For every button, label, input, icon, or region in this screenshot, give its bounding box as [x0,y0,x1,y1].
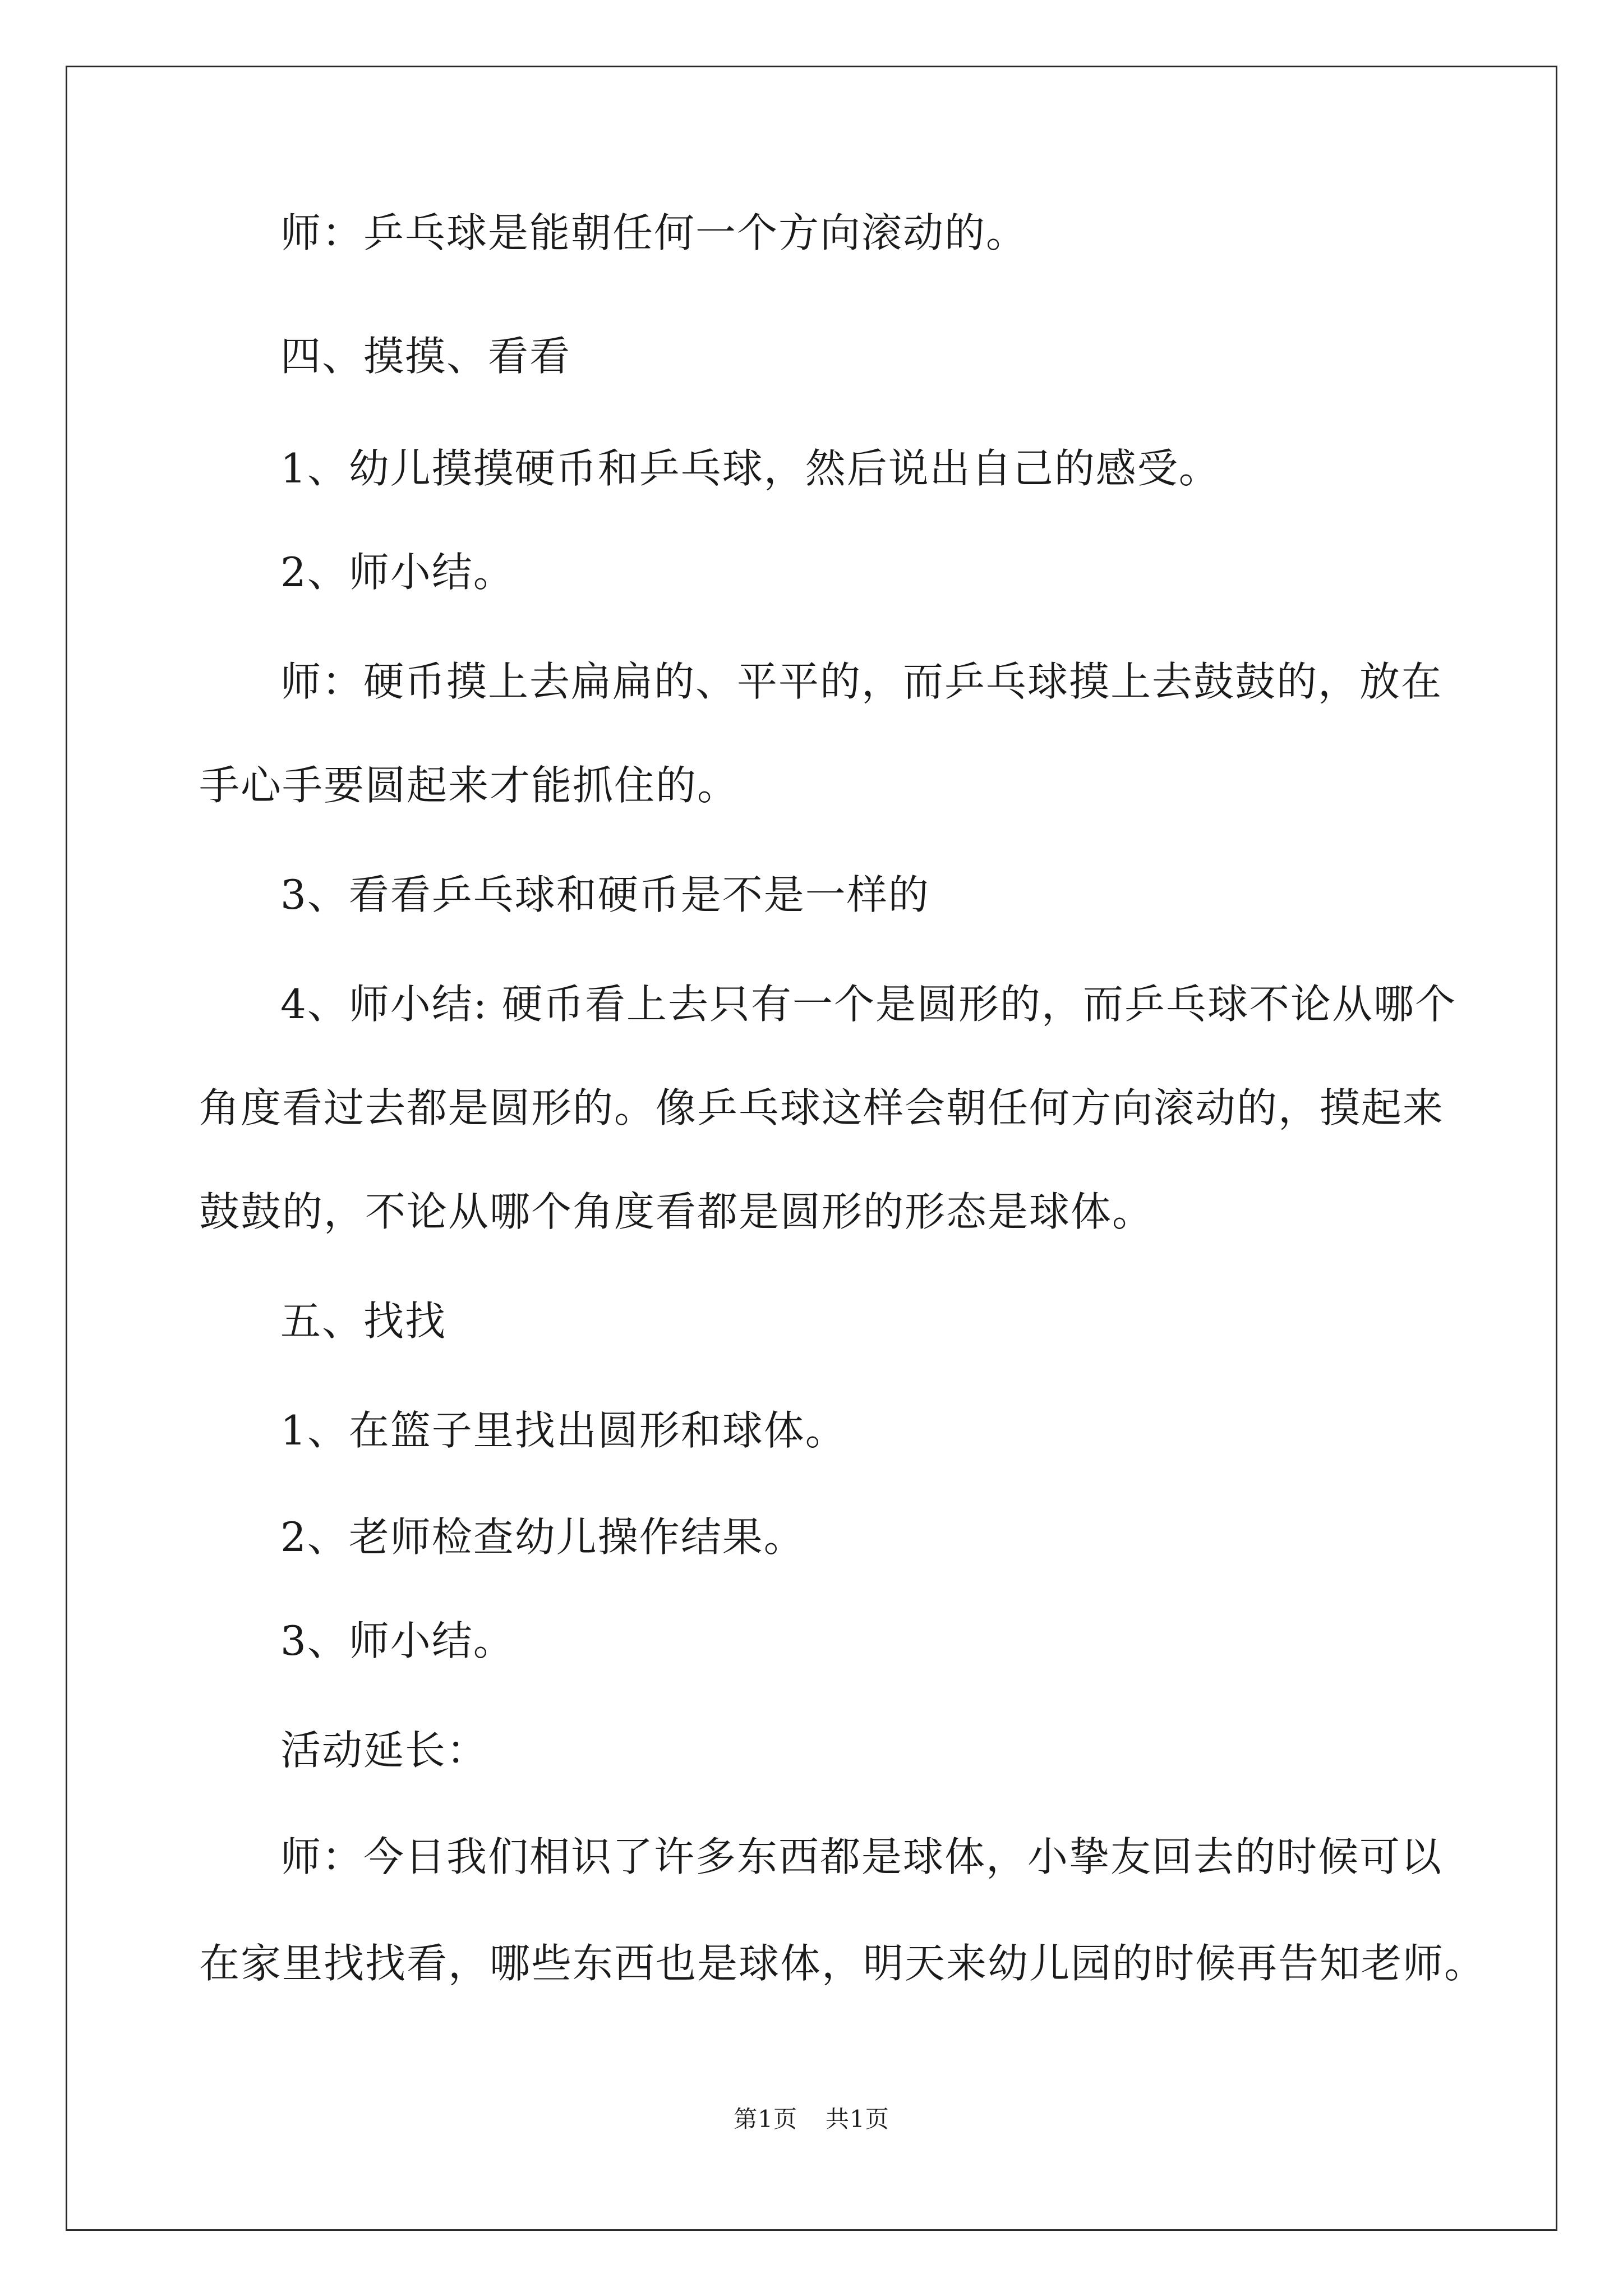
paragraph-line: 手心手要圆起来才能抓住的。 [199,762,739,809]
page-footer [0,2101,1623,2134]
paragraph-line: 活动延长： [280,1727,488,1774]
page-frame [66,66,1557,2231]
paragraph-line: 1、在篮子里找出圆形和球体。 [280,1407,847,1454]
paragraph-line: 鼓鼓的，不论从哪个角度看都是圆形的形态是球体。 [199,1188,1154,1235]
paragraph-line: 3、师小结。 [280,1617,515,1664]
paragraph-line: 2、师小结。 [280,549,515,596]
page-number-current: 第1页 [734,2105,797,2133]
paragraph-line: 1、幼儿摸摸硬币和乒乓球，然后说出自己的感受。 [280,445,1220,492]
paragraph-line: 在家里找找看，哪些东西也是球体，明天来幼儿园的时候再告知老师。 [199,1940,1486,1987]
paragraph-line: 3、看看乒乓球和硬币是不是一样的 [280,871,930,918]
paragraph-line: 师：今日我们相识了许多东西都是球体，小挚友回去的时候可以 [280,1833,1443,1880]
paragraph-line: 师：乒乓球是能朝任何一个方向滚动的。 [280,209,1028,256]
paragraph-line: 四、摸摸、看看 [280,333,571,380]
page-number-total: 共1页 [826,2105,889,2133]
paragraph-line: 2、老师检查幼儿操作结果。 [280,1513,805,1561]
paragraph-line: 角度看过去都是圆形的。像乒乓球这样会朝任何方向滚动的，摸起来 [199,1084,1445,1131]
paragraph-line: 师：硬币摸上去扁扁的、平平的，而乒乓球摸上去鼓鼓的，放在 [280,658,1443,705]
paragraph-line: 五、找找 [280,1297,447,1345]
paragraph-line: 4、师小结: 硬币看上去只有一个是圆形的，而乒乓球不论从哪个 [280,981,1456,1028]
